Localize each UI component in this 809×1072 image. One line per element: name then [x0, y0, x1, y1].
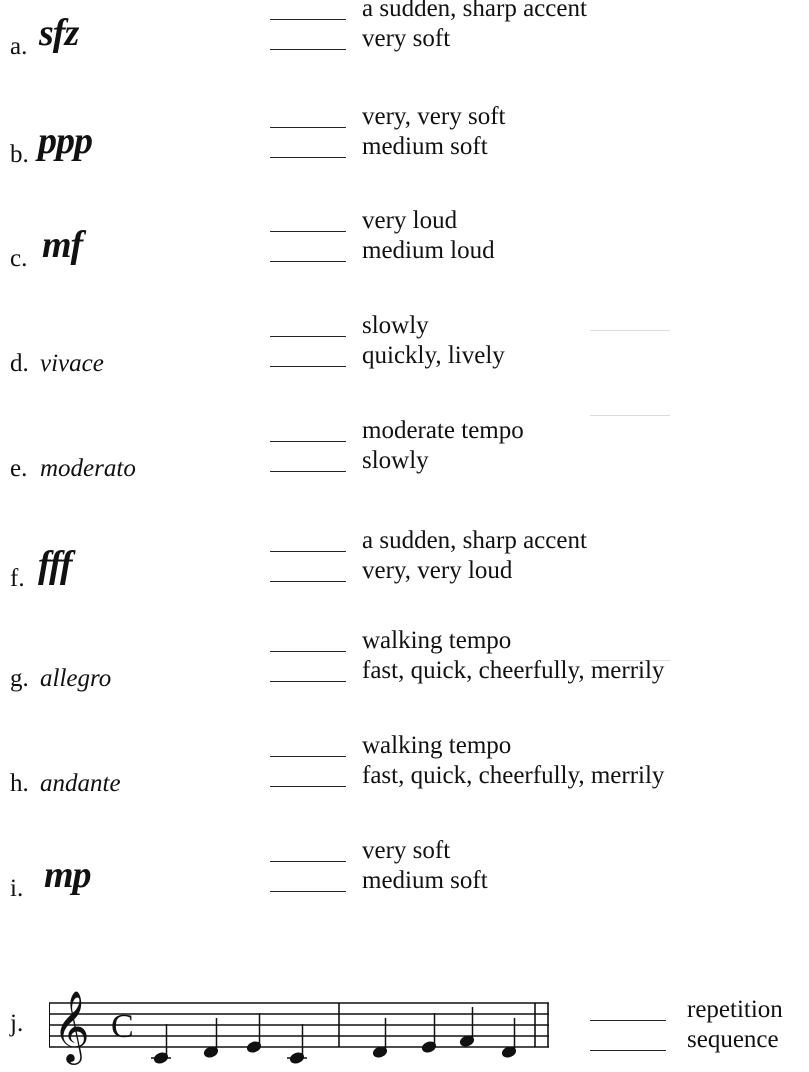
answer-blank[interactable] — [270, 551, 346, 552]
music-staff — [49, 985, 549, 1065]
item-letter: e. — [10, 455, 28, 482]
option-text: slowly — [362, 447, 429, 474]
option-text: very, very loud — [362, 557, 513, 584]
answer-blank[interactable] — [270, 651, 346, 652]
matching-item — [0, 527, 809, 595]
option — [270, 627, 750, 657]
dynamic-marking: mp — [44, 854, 91, 896]
answer-blank[interactable] — [270, 441, 346, 442]
item-letter: b. — [10, 141, 29, 168]
option — [270, 447, 750, 477]
option — [270, 417, 750, 447]
option — [270, 732, 750, 762]
option-text: a sudden, sharp accent — [362, 0, 587, 22]
matching-item — [0, 312, 809, 380]
answer-blank[interactable] — [270, 157, 346, 158]
item-letter: j. — [10, 1010, 24, 1037]
answer-blank[interactable] — [270, 681, 346, 682]
answer-blank[interactable] — [270, 891, 346, 892]
option-text: medium soft — [362, 133, 488, 160]
option-text: very soft — [362, 25, 451, 52]
option — [270, 527, 750, 557]
option-text: medium loud — [362, 237, 495, 264]
treble-clef-icon: 𝄞 — [53, 989, 90, 1062]
item-letter: c. — [10, 245, 28, 272]
option — [270, 133, 750, 163]
option — [270, 657, 750, 687]
answer-blank[interactable] — [270, 336, 346, 337]
answer-blank[interactable] — [270, 366, 346, 367]
option — [270, 867, 750, 897]
answer-blank[interactable] — [270, 471, 346, 472]
dynamic-marking: mf — [42, 224, 83, 266]
tempo-marking: vivace — [40, 350, 104, 377]
option — [270, 312, 750, 342]
option — [270, 0, 750, 25]
option-text: fast, quick, cheerfully, merrily — [362, 657, 665, 684]
option — [270, 207, 750, 237]
option-text: very, very soft — [362, 103, 506, 130]
answer-blank[interactable] — [590, 1020, 666, 1021]
option — [270, 837, 750, 867]
option — [590, 1026, 809, 1056]
option-text: quickly, lively — [362, 342, 505, 369]
answer-blank[interactable] — [270, 261, 346, 262]
matching-item — [0, 417, 809, 485]
matching-item — [0, 837, 809, 905]
matching-item — [0, 0, 809, 63]
option-text: fast, quick, cheerfully, merrily — [362, 762, 665, 789]
matching-item — [0, 732, 809, 800]
dynamic-marking: ppp — [38, 120, 92, 162]
item-letter: f. — [10, 565, 25, 592]
answer-blank[interactable] — [270, 786, 346, 787]
item-letter: a. — [10, 33, 28, 60]
option-text: a sudden, sharp accent — [362, 527, 587, 554]
common-time-icon: C — [111, 1008, 134, 1045]
item-letter: g. — [10, 665, 29, 692]
answer-blank[interactable] — [270, 127, 346, 128]
tempo-marking: allegro — [40, 665, 112, 692]
answer-blank[interactable] — [270, 19, 346, 20]
option-text: slowly — [362, 312, 429, 339]
answer-blank[interactable] — [270, 756, 346, 757]
option — [270, 237, 750, 267]
option-text: repetition — [687, 996, 783, 1023]
tempo-marking: moderato — [40, 455, 136, 482]
option-text: moderate tempo — [362, 417, 524, 444]
option — [270, 557, 750, 587]
option — [270, 25, 750, 55]
option — [590, 996, 809, 1026]
item-letter: d. — [10, 350, 29, 377]
option — [270, 342, 750, 372]
item-letter: h. — [10, 770, 29, 797]
option-text: walking tempo — [362, 732, 512, 759]
answer-blank[interactable] — [270, 581, 346, 582]
dynamic-marking: fff — [38, 544, 72, 586]
tempo-marking: andante — [40, 770, 121, 797]
matching-item — [0, 103, 809, 171]
answer-blank[interactable] — [590, 1050, 666, 1051]
item-letter: i. — [10, 875, 24, 902]
option — [270, 762, 750, 792]
dynamic-marking: sfz — [39, 12, 79, 54]
option-text: very soft — [362, 837, 451, 864]
option — [270, 103, 750, 133]
option-text: medium soft — [362, 867, 488, 894]
answer-blank[interactable] — [270, 861, 346, 862]
answer-blank[interactable] — [270, 231, 346, 232]
answer-blank[interactable] — [270, 49, 346, 50]
matching-item — [0, 207, 809, 275]
option-text: very loud — [362, 207, 458, 234]
option-text: sequence — [687, 1026, 779, 1053]
matching-item — [0, 627, 809, 695]
option-text: walking tempo — [362, 627, 512, 654]
bleed-through-line — [590, 415, 670, 416]
